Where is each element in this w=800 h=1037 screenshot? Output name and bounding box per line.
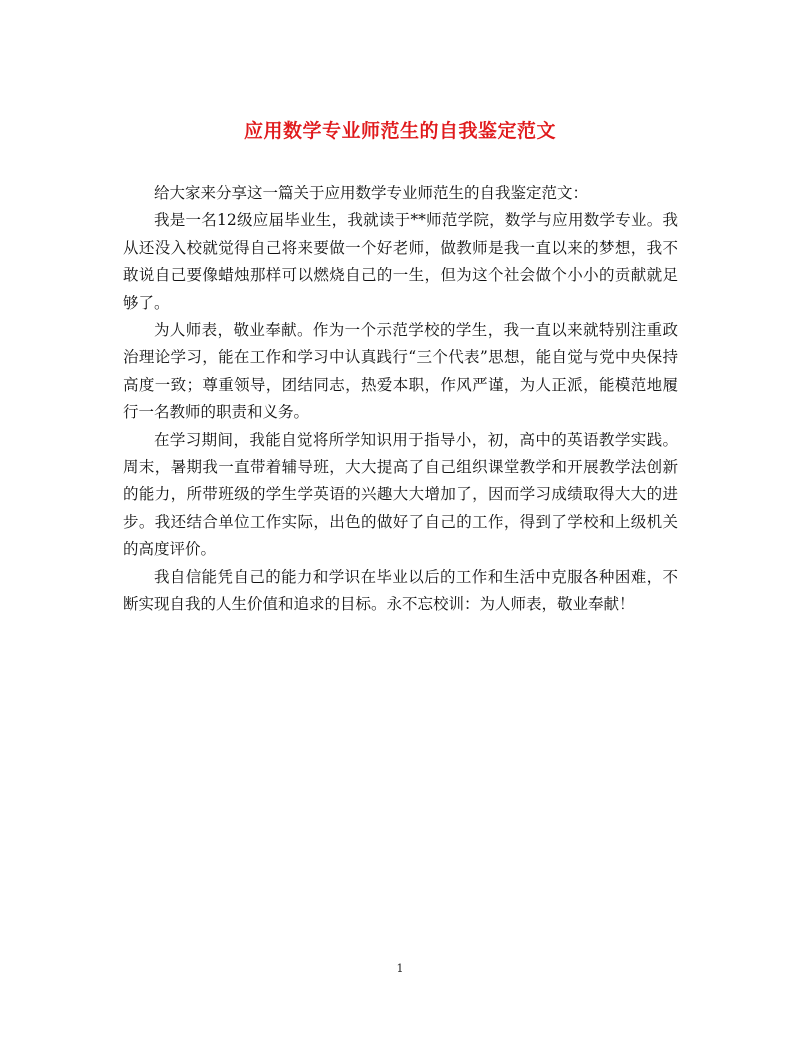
paragraph-conclusion: 我自信能凭自己的能力和学识在毕业以后的工作和生活中克服各种困难，不断实现自我的人生价值和追求的目标。永不忘校训：为人师表，敬业奉献！ [123,567,678,614]
page-number: 1 [396,962,404,975]
paragraph-intro: 给大家来分享这一篇关于应用数学专业师范生的自我鉴定范文： [154,184,589,202]
document-body [123,180,678,619]
paragraph-study: 在学习期间，我能自觉将所学知识用于指导小，初，高中的英语教学实践。周末，暑期我一直带着辅导班，大大提高了自己组织课堂教学和开展教学法创新的能力，所带班级的学生学英语的兴趣大大增加了，因而学习成绩取得大大的进步。我还结合单位工作实际，出色的做好了自己的工作，得到了学校和上级机关的高度评价。 [123,430,678,559]
paragraph-background: 我是一名12级应届毕业生，我就读于**师范学院，数学与应用数学专业。我从还没入校就觉得自己将来要做一个好老师，做教师是我一直以来的梦想，我不敢说自己要像蜡烛那样可以燃烧自己的一生，但为这个社会做个小小的贡献就足够了。 [123,211,678,312]
document-title: 应用数学专业师范生的自我鉴定范文 [243,120,556,142]
paragraph-ethics: 为人师表，敬业奉献。作为一个示范学校的学生，我一直以来就特别注重政治理论学习，能在工作和学习中认真践行“三个代表”思想，能自觉与党中央保持高度一致；尊重领导，团结同志，热爱本职，作风严谨，为人正派，能模范地履行一名教师的职责和义务。 [123,321,678,422]
